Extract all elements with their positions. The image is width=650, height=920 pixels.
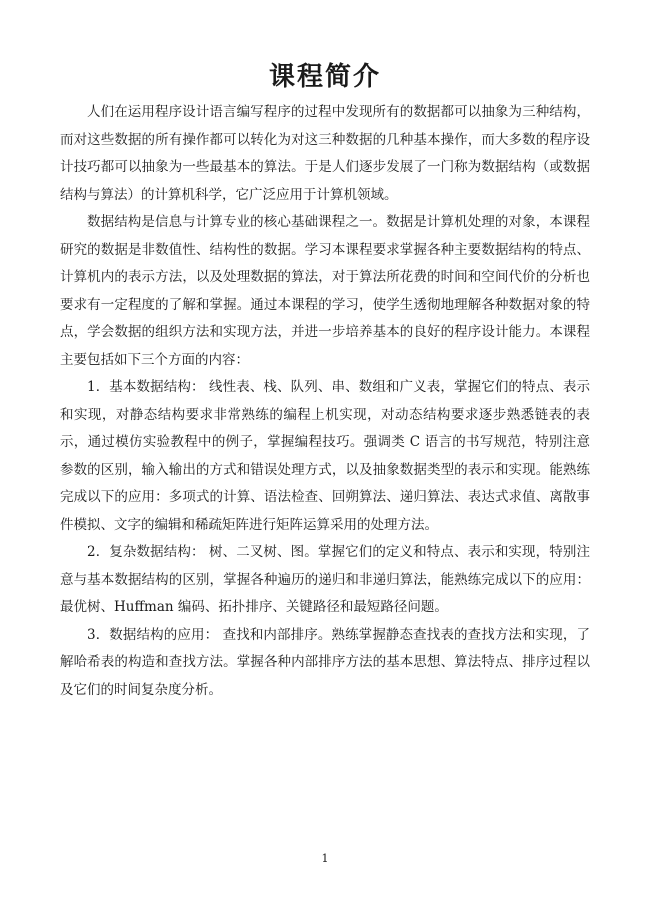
paragraph-course-overview: 数据结构是信息与计算专业的核心基础课程之一。数据是计算机处理的对象，本课程研究的数据是非数值性、结构性的数据。学习本课程要求掌握各种主要数据结构的特点、计算机内的表示方法，以及处理数据的算法，对于算法所花费的时间和空间代价的分析也要求有一定程度的了解和掌握。通过本课程的学习，使学生透彻地理解各种数据对象的特点，学会数据的组织方法和实现方法，并进一步培养基本的良好的程序设计能力。本课程主要包括如下三个方面的内容：	[60, 214, 590, 368]
paragraph-intro: 人们在运用程序设计语言编写程序的过程中发现所有的数据都可以抽象为三种结构，而对这些数据的所有操作都可以转化为对这三种数据的几种基本操作，而大多数的程序设计技巧都可以抽象为一些最基本的算法。于是人们逐步发展了一门称为数据结构（或数据结构与算法）的计算机科学，它广泛应用于计算机领域。	[60, 104, 590, 203]
document-body	[60, 99, 590, 704]
paragraph-applications: 3．数据结构的应用： 查找和内部排序。熟练掌握静态查找表的查找方法和实现，了解哈希表的构造和查找方法。掌握各种内部排序方法的基本思想、算法特点、排序过程以及它们的时间复杂度分析。	[60, 626, 590, 698]
page-number: 1	[321, 852, 329, 865]
paragraph-basic-structures: 1．基本数据结构： 线性表、栈、队列、串、数组和广义表，掌握它们的特点、表示和实现，对静态结构要求非常熟练的编程上机实现，对动态结构要求逐步熟悉链表的表示，通过模仿实验教程中的例子，掌握编程技巧。强调类 C 语言的书写规范，特别注意参数的区别，输入输出的方式和错误处理方式，以及抽象数据类型的表示和实现。能熟练完成以下的应用：多项式的计算、语法检查、回朔算法、递归算法、表达式求值、离散事件模拟、文字的编辑和稀疏矩阵进行矩阵运算采用的处理方法。	[60, 379, 590, 533]
document-title: 课程简介	[268, 62, 381, 92]
paragraph-complex-structures: 2．复杂数据结构： 树、二叉树、图。掌握它们的定义和特点、表示和实现，特别注意与基本数据结构的区别，掌握各种遍历的递归和非递归算法，能熟练完成以下的应用：最优树、Huffman 编码、拓扑排序、关键路径和最短路径问题。	[60, 544, 590, 615]
